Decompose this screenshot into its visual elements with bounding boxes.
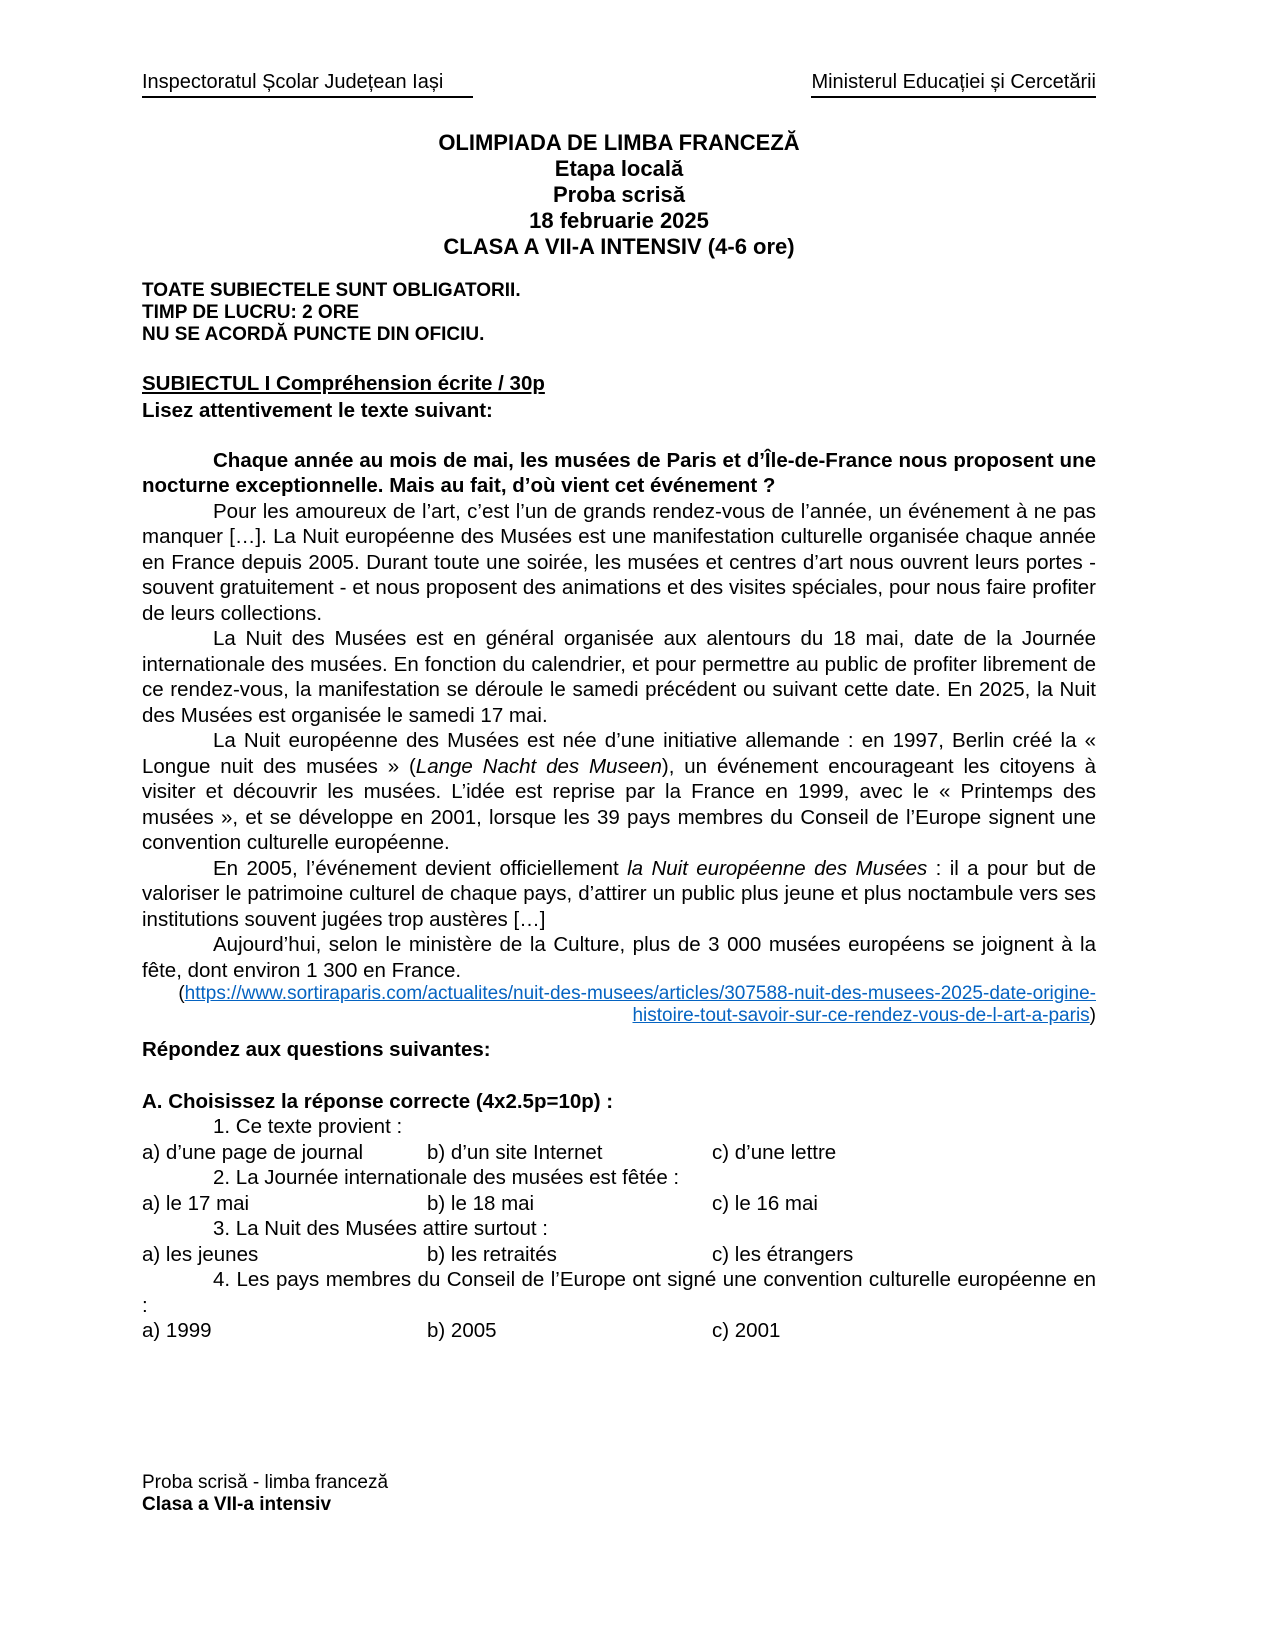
question-4-option-b: b) 2005	[427, 1319, 497, 1342]
paragraph-4-italic: Lange Nacht des Museen	[415, 754, 662, 778]
paragraph-2: Pour les amoureux de l’art, c’est l’un de grands rendez-vous de l’année, un événement à ne pas manquer […]. La Nuit européenne des Musées est une manifestation culturelle organisée chaque année en France depuis 2005. Durant toute une soirée, les musées et centres d’art nous ouvrent leurs portes - souvent gratuitement - et nous proposent des animations et des visites spéciales, pour nous faire profiter de leurs collections.	[142, 499, 1096, 625]
close-paren: )	[1089, 1005, 1096, 1026]
paragraph-5-seg-1: En 2005, l’événement devient officiellement	[213, 856, 628, 880]
question-2-option-b: b) le 18 mai	[427, 1191, 535, 1215]
question-3-options	[142, 1242, 1096, 1268]
paragraph-4	[142, 728, 1096, 856]
open-paren: (	[178, 983, 185, 1004]
paragraph-4-seg-1: La Nuit européenne des Musées est née d’une initiative allemande : en 1997, Berlin créé la « Longue nuit des musées » (	[142, 729, 1096, 778]
question-3-option-c: c) les étrangers	[712, 1242, 854, 1266]
question-1	[142, 1114, 1096, 1165]
question-1-option-b: b) d’un site Internet	[427, 1140, 603, 1164]
title-line-5: CLASA A VII-A INTENSIV (4-6 ore)	[443, 233, 795, 259]
title-block	[142, 130, 1096, 260]
question-1-text: 1. Ce texte provient :	[213, 1115, 403, 1138]
question-3	[142, 1216, 1096, 1267]
title-line-4: 18 februarie 2025	[529, 207, 709, 233]
instruction-line-2: TIMP DE LUCRU: 2 ORE	[142, 301, 360, 323]
instructions-block	[142, 280, 1096, 346]
question-1-options	[142, 1140, 1096, 1166]
section-a-heading: A. Choisissez la réponse correcte (4x2.5p=10p) :	[142, 1089, 614, 1113]
source-reference	[142, 983, 1096, 1027]
reading-instruction: Lisez attentivement le texte suivant:	[142, 398, 493, 422]
footer-line-1: Proba scrisă - limba franceză	[142, 1472, 389, 1493]
question-1-option-a: a) d’une page de journal	[142, 1140, 364, 1164]
source-link[interactable]: https://www.sortiraparis.com/actualites/nuit-des-musees/articles/307588-nuit-des-musees-2025-date-origine-histoire-tout-savoir-sur-ce-rendez-vous-de-l-art-a-paris	[184, 983, 1096, 1026]
question-2-text: 2. La Journée internationale des musées est fêtée :	[213, 1166, 680, 1189]
title-line-3: Proba scrisă	[552, 181, 686, 207]
question-3-text: 3. La Nuit des Musées attire surtout :	[213, 1217, 548, 1240]
question-3-option-b: b) les retraités	[427, 1242, 557, 1266]
question-2-option-c: c) le 16 mai	[712, 1191, 818, 1215]
header-left-text: Inspectoratul Școlar Județean Iași	[142, 70, 473, 98]
paragraph-5-seg-3: : il a pour but de valoriser le patrimoine culturel de chaque pays, d’attirer un public plus jeune et plus noctambule vers ses institutions souvent jugées trop austères […]	[142, 856, 1097, 931]
page-footer	[142, 1472, 388, 1516]
title-line-2: Etapa locală	[554, 155, 684, 181]
paragraph-3: La Nuit des Musées est en général organisée aux alentours du 18 mai, date de la Journée internationale des musées. En fonction du calendrier, et pour permettre au public de profiter librement de ce rendez-vous, la manifestation se déroule le samedi précédent ou suivant cette date. En 2025, la Nuit des Musées est organisée le samedi 17 mai.	[142, 627, 1096, 727]
subject-heading: SUBIECTUL I Compréhension écrite / 30p	[142, 371, 545, 395]
instruction-line-1: TOATE SUBIECTELE SUNT OBLIGATORII.	[142, 279, 521, 301]
instruction-line-3: NU SE ACORDĂ PUNCTE DIN OFICIU.	[142, 323, 485, 345]
question-1-option-c: c) d’une lettre	[712, 1140, 837, 1164]
question-3-option-a: a) les jeunes	[142, 1242, 259, 1266]
question-4-option-a: a) 1999	[142, 1319, 212, 1342]
reading-text	[142, 448, 1096, 984]
paragraph-5	[142, 856, 1096, 933]
paragraph-6: Aujourd’hui, selon le ministère de la Culture, plus de 3 000 musées européens se joignent à la fête, dont environ 1 300 en France.	[142, 933, 1096, 982]
question-4-text: 4. Les pays membres du Conseil de l’Europe ont signé une convention culturelle européenne en :	[142, 1268, 1096, 1317]
header-right-text: Ministerul Educației și Cercetării	[811, 70, 1096, 98]
question-2-option-a: a) le 17 mai	[142, 1191, 250, 1215]
question-4-option-c: c) 2001	[712, 1319, 781, 1342]
question-2-options	[142, 1191, 1096, 1217]
paragraph-5-italic: la Nuit européenne des Musées	[627, 856, 928, 880]
paragraph-1: Chaque année au mois de mai, les musées de Paris et d’Île-de-France nous proposent une nocturne exceptionnelle. Mais au fait, d’où vient cet événement ?	[142, 448, 1096, 497]
footer-line-2: Clasa a VII-a intensiv	[142, 1494, 332, 1515]
question-4	[142, 1267, 1096, 1344]
page-header	[142, 70, 1096, 98]
title-line-1: OLIMPIADA DE LIMBA FRANCEZĂ	[438, 129, 800, 155]
question-4-options	[142, 1318, 1096, 1344]
question-2	[142, 1165, 1096, 1216]
paragraph-4-seg-3: ), un événement encourageant les citoyens à visiter et découvrir les musées. L’idée est reprise par la France en 1999, avec le « Printemps des musées », et se développe en 2001, lorsque les 39 pays membres du Conseil de l’Europe signent une convention culturelle européenne.	[142, 754, 1096, 854]
questions-intro: Répondez aux questions suivantes:	[142, 1038, 491, 1061]
